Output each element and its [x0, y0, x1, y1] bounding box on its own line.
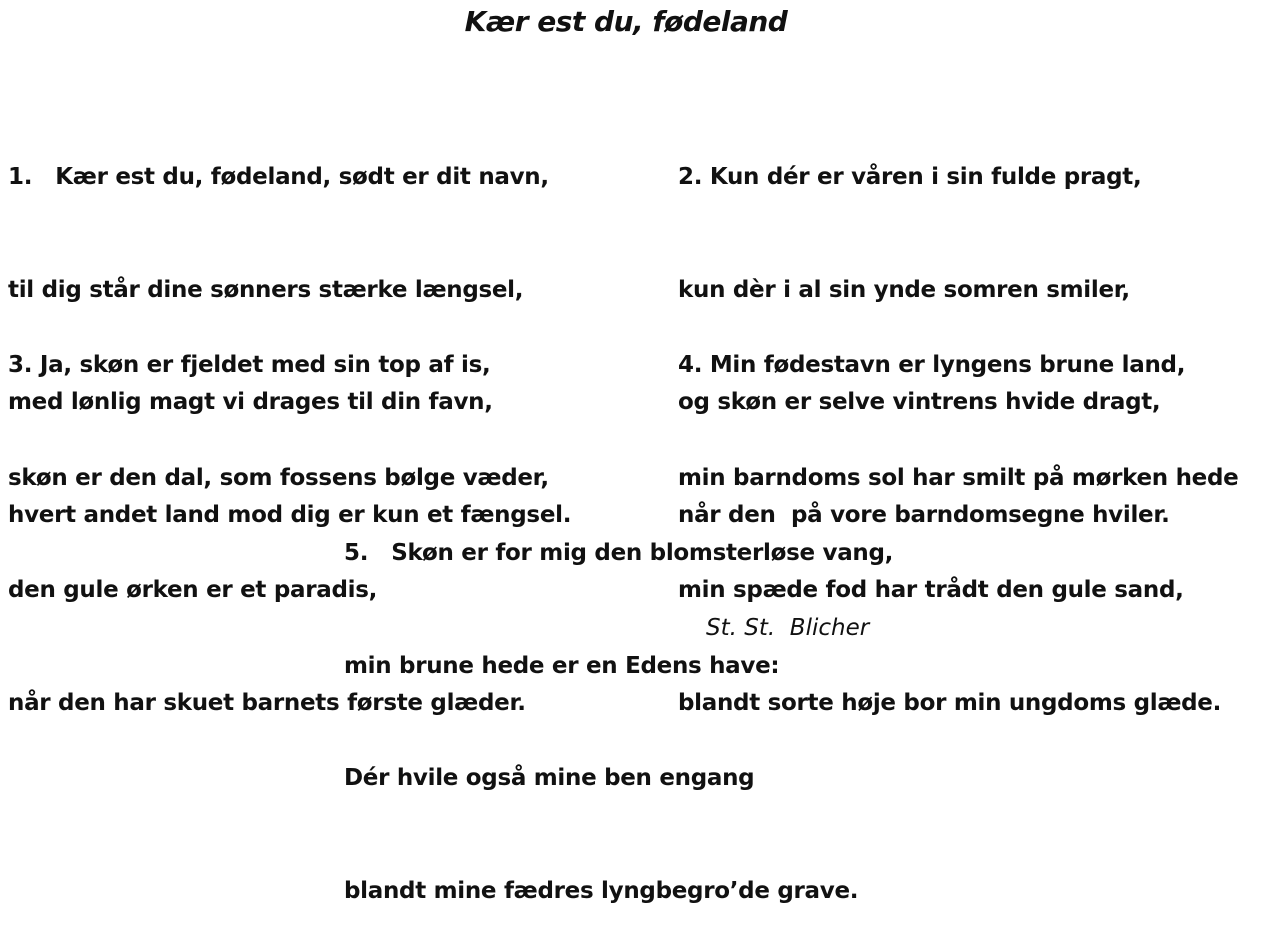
- poem-title: Kær est du, fødeland: [464, 5, 788, 38]
- stanza-line: når den på vore barndomsegne hviler.: [678, 501, 1170, 528]
- author-signature: St. St. Blicher: [706, 615, 870, 641]
- stanza-line: Dér hvile også mine ben engang: [344, 765, 755, 791]
- stanza-line: hvert andet land mod dig er kun et fængsel.: [8, 501, 572, 528]
- stanza-line: til dig står dine sønners stærke længsel,: [8, 276, 524, 303]
- stanza-line: kun dèr i al sin ynde somren smiler,: [678, 276, 1130, 303]
- stanza-line: min barndoms sol har smilt på mørken hede: [678, 464, 1239, 491]
- stanza-line: 4. Min fødestavn er lyngens brune land,: [678, 352, 1186, 378]
- stanza-line: min brune hede er en Edens have:: [344, 652, 780, 679]
- stanza-line: skøn er den dal, som fossens bølge væder,: [8, 464, 549, 491]
- stanza-line: med lønlig magt vi drages til din favn,: [8, 389, 493, 415]
- stanza-line: blandt mine fædres lyngbegro’de grave.: [344, 877, 859, 904]
- stanza-line: den gule ørken er et paradis,: [8, 577, 378, 603]
- stanza-line: blandt sorte høje bor min ungdoms glæde.: [678, 689, 1222, 716]
- stanza-line: 5. Skøn er for mig den blomsterløse vang,: [344, 540, 894, 566]
- stanza-5: [344, 460, 893, 948]
- stanza-line: 2. Kun dér er våren i sin fulde pragt,: [678, 164, 1142, 190]
- stanza-line: når den har skuet barnets første glæder.: [8, 689, 526, 716]
- stanza-line: 3. Ja, skøn er fjeldet med sin top af is,: [8, 352, 491, 378]
- stanza-line: min spæde fod har trådt den gule sand,: [678, 577, 1184, 603]
- stanza-line: og skøn er selve vintrens hvide dragt,: [678, 389, 1161, 415]
- stanza-line: 1. Kær est du, fødeland, sødt er dit navn,: [8, 164, 549, 190]
